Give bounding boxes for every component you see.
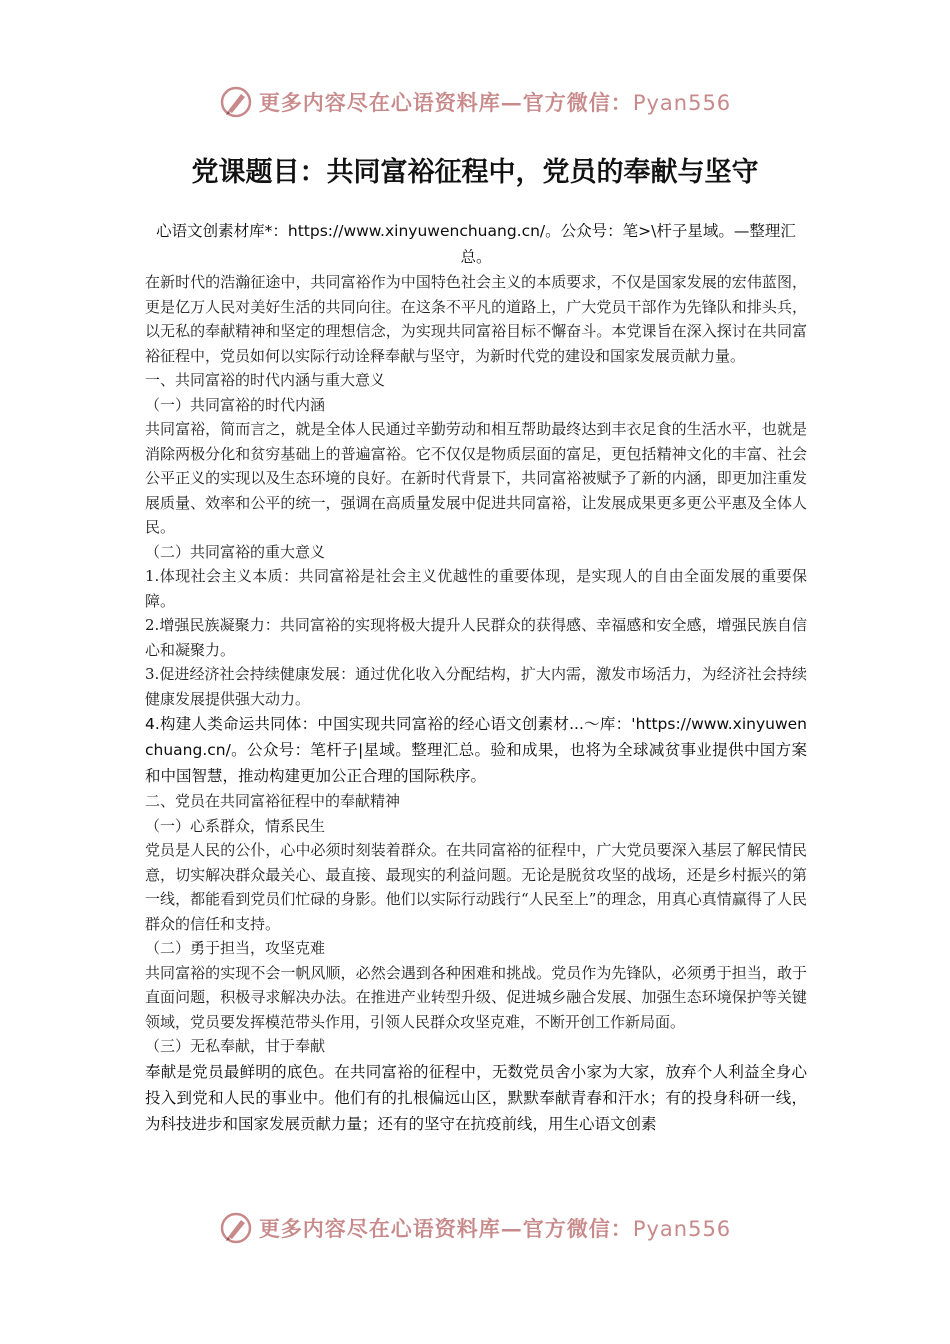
subsection-heading: （三）无私奉献，甘于奉献: [145, 1037, 326, 1055]
document-body: [145, 218, 807, 1137]
wechat-id: Pyan556: [632, 1217, 732, 1241]
body-paragraph: 共同富裕，简而言之，就是全体人民通过辛勤劳动和相互帮助最终达到丰衣足食的生活水平，也就是消除两极分化和贫穷基础上的普遍富裕。它不仅仅是物质层面的富足，更包括精神文化的丰富、社会公平正义的实现以及生态环境的良好。在新时代背景下，共同富裕被赋予了新的内涵，即更加注重发展质量、效率和公平的统一，强调在高质量发展中促进共同富裕，让发展成果更多更公平惠及全体人民。: [145, 420, 807, 536]
banner-text: 更多内容尽在心语资料库—官方微信：Pyan556: [258, 90, 732, 115]
subsection-heading: （一）心系群众，情系民生: [145, 816, 326, 835]
source-note: 心语文创素材库*：https://www.xinyuwenchuang.cn/。公众号：笔>\杆子星域。—整理汇总。: [156, 222, 796, 266]
body-paragraph: 共同富裕的实现不会一帆风顺，必然会遇到各种困难和挑战。党员作为先锋队，必须勇于担当，敢于直面问题，积极寻求解决办法。在推进产业转型升级、促进城乡融合发展、加强生态环境保护等关键领域，党员要发挥模范带头作用，引领人民群众攻坚克难，不断开创工作新局面。: [145, 963, 807, 1031]
intro-paragraph: 在新时代的浩瀚征途中，共同富裕作为中国特色社会主义的本质要求，不仅是国家发展的宏伟蓝图，更是亿万人民对美好生活的共同向往。在这条不平凡的道路上，广大党员干部作为先锋队和排头兵，以无私的奉献精神和坚定的理想信念，为实现共同富裕目标不懈奋斗。本党课旨在深入探讨在共同富裕征程中，党员如何以实际行动诠释奉献与坚守，为新时代党的建设和国家发展贡献力量。: [145, 273, 807, 365]
list-item: 4.构建人类命运共同体：中国实现共同富裕的经心语文创素材...～库：'https://www.xinyuwenchuang.cn/。公众号：笔杆子|星域。整理汇总。验和成果，也将为全球减贫事业提供中国方案和中国智慧，推动构建更加公正合理的国际秩序。: [145, 715, 807, 785]
section-heading: 一、共同富裕的时代内涵与重大意义: [145, 371, 386, 389]
subsection-heading: （二）共同富裕的重大意义: [145, 542, 326, 561]
subsection-heading: （二）勇于担当，攻坚克难: [145, 939, 326, 957]
body-paragraph: 奉献是党员最鲜明的底色。在共同富裕的征程中，无数党员舍小家为大家，放弃个人利益全身心投入到党和人民的事业中。他们有的扎根偏远山区，默默奉献青春和汗水；有的投身科研一线，为科技进步和国家发展贡献力量；还有的坚守在抗疫前线，用生心语文创素: [145, 1062, 807, 1133]
list-item: 1.体现社会主义本质：共同富裕是社会主义优越性的重要体现，是实现人的自由全面发展的重要保障。: [145, 567, 807, 610]
pen-logo-icon: [219, 85, 253, 119]
pen-logo-icon: [219, 1211, 253, 1245]
section-heading: 二、党员在共同富裕征程中的奉献精神: [145, 792, 401, 810]
footer-watermark-banner: [0, 1206, 950, 1250]
subsection-heading: （一）共同富裕的时代内涵: [145, 395, 326, 414]
list-item: 3.促进经济社会持续健康发展：通过优化收入分配结构，扩大内需，激发市场活力，为经济社会持续健康发展提供强大动力。: [145, 665, 807, 708]
page-title: 党课题目：共同富裕征程中，党员的奉献与坚守: [191, 157, 759, 188]
header-watermark-banner: [0, 80, 950, 124]
wechat-id: Pyan556: [632, 91, 732, 115]
list-item: 2.增强民族凝聚力：共同富裕的实现将极大提升人民群众的获得感、幸福感和安全感，增强民族自信心和凝聚力。: [145, 616, 807, 659]
banner-text: 更多内容尽在心语资料库—官方微信：Pyan556: [258, 1216, 732, 1241]
body-paragraph: 党员是人民的公仆，心中必须时刻装着群众。在共同富裕的征程中，广大党员要深入基层了解民情民意，切实解决群众最关心、最直接、最现实的利益问题。无论是脱贫攻坚的战场，还是乡村振兴的第一线，都能看到党员们忙碌的身影。他们以实际行动践行“人民至上”的理念，用真心真情赢得了人民群众的信任和支持。: [145, 841, 807, 933]
